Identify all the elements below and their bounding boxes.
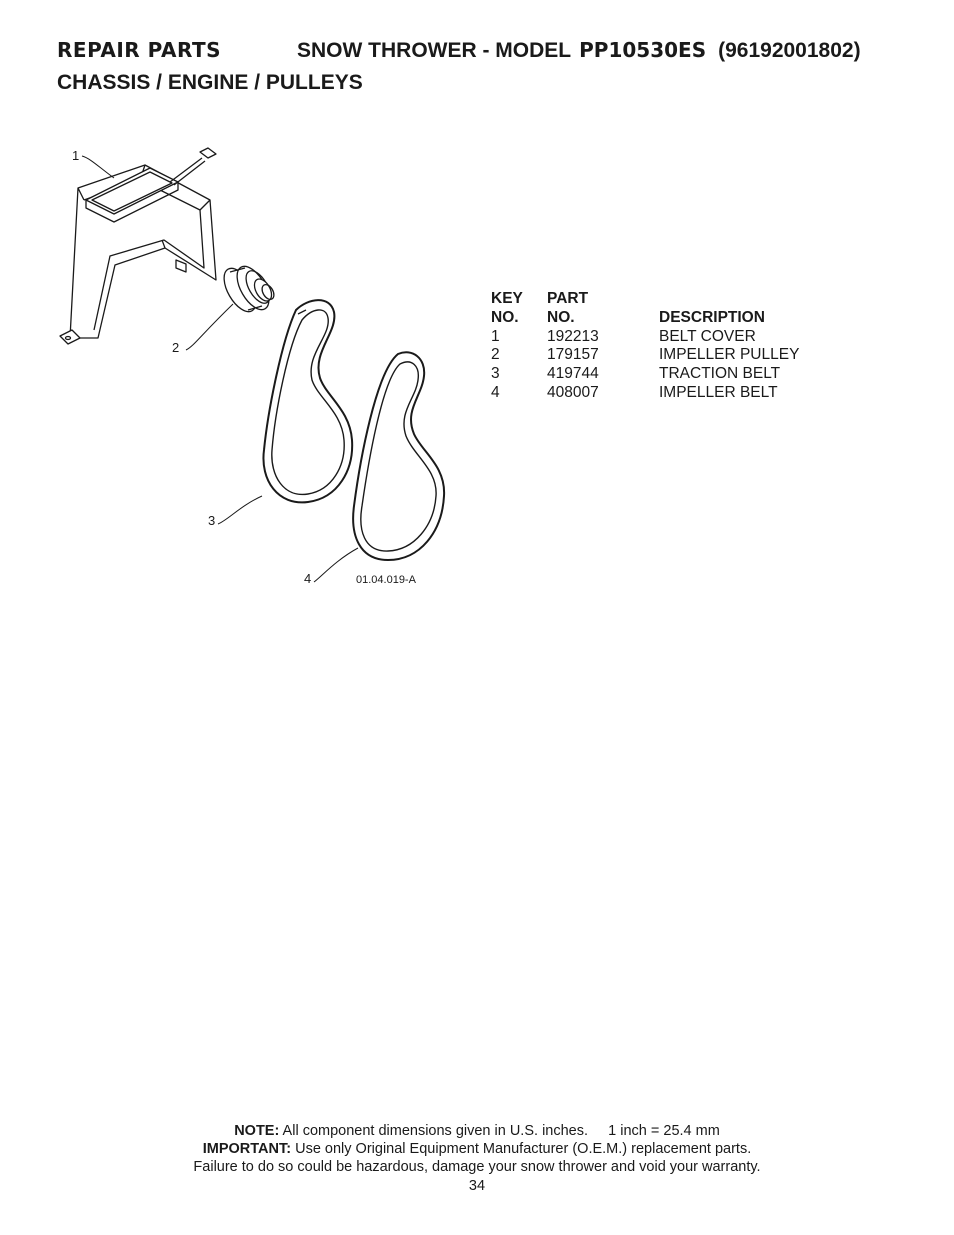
key-header-no: NO. [491, 308, 519, 326]
belt-cover-drawing [60, 148, 216, 344]
important-label: IMPORTANT: [202, 1141, 292, 1157]
traction-belt-drawing [263, 300, 352, 502]
model-number: (96192001802) [718, 39, 861, 62]
part-header: PART [547, 290, 589, 307]
key-no: 3 [491, 365, 500, 383]
parts-table [491, 290, 859, 403]
table-header-row-2 [491, 309, 859, 328]
note-text: All component dimensions given in U.S. inches. [282, 1123, 589, 1139]
table-row [491, 328, 859, 347]
footer-warning: Failure to do so could be hazardous, damage your snow thrower and void your warranty. [193, 1159, 761, 1175]
table-row [491, 365, 859, 384]
product-title: SNOW THROWER - MODEL [297, 39, 572, 62]
model-name: PP10530ES [579, 38, 707, 62]
parts-diagram [50, 140, 470, 600]
part-description: BELT COVER [659, 327, 756, 345]
page-subtitle: CHASSIS / ENGINE / PULLEYS [57, 71, 363, 94]
callout-4: 4 [304, 571, 312, 586]
important-text: Use only Original Equipment Manufacturer (O.E.M.) replacement parts. [295, 1141, 752, 1157]
figure-code: 01.04.019-A [356, 574, 416, 586]
impeller-pulley-drawing [218, 261, 277, 317]
part-description: TRACTION BELT [659, 365, 781, 383]
footer-note [0, 1122, 954, 1141]
key-header: KEY [491, 290, 523, 307]
description-header: DESCRIPTION [659, 308, 765, 326]
conversion-text: 1 inch = 25.4 mm [608, 1123, 720, 1139]
part-no: 179157 [547, 346, 599, 364]
part-description: IMPELLER PULLEY [659, 346, 800, 364]
callout-3: 3 [208, 513, 216, 528]
page-number: 34 [468, 1178, 486, 1194]
note-label: NOTE: [234, 1123, 280, 1139]
table-row [491, 346, 859, 365]
part-no: 192213 [547, 327, 599, 345]
parts-illustration [50, 140, 470, 600]
callout-2: 2 [172, 340, 180, 355]
part-description: IMPELLER BELT [659, 383, 778, 401]
section-title: REPAIR PARTS [57, 38, 222, 62]
part-no: 419744 [547, 365, 599, 383]
key-no: 4 [491, 383, 500, 401]
table-header-row-1 [491, 290, 859, 309]
key-no: 1 [491, 327, 500, 345]
part-no: 408007 [547, 383, 599, 401]
callout-1: 1 [72, 148, 80, 163]
page-header [57, 38, 861, 63]
table-row [491, 384, 859, 403]
key-no: 2 [491, 346, 500, 364]
part-header-no: NO. [547, 308, 575, 326]
impeller-belt-drawing [353, 352, 444, 560]
footer-important [0, 1140, 954, 1159]
